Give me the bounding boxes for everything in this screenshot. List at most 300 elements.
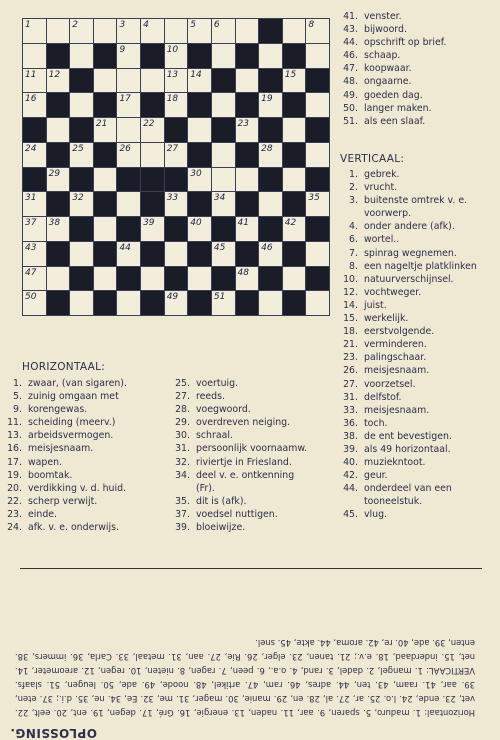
clue-number: 11.	[7, 417, 22, 429]
cell-number: 40	[190, 218, 202, 228]
clue-row	[336, 36, 446, 49]
clue-row	[168, 416, 307, 429]
grid-cell[interactable]	[164, 18, 189, 44]
black-cell	[46, 142, 71, 168]
black-cell	[187, 290, 212, 316]
black-cell	[140, 167, 165, 193]
cell-number: 19	[261, 94, 273, 105]
clue-text: eerstvolgende.	[364, 326, 435, 338]
grid-cell[interactable]	[211, 241, 236, 267]
black-cell	[140, 290, 165, 316]
clue-number: 7.	[349, 247, 358, 259]
grid-cell[interactable]	[164, 241, 189, 267]
grid-cell[interactable]	[282, 18, 307, 44]
clue-row	[336, 115, 446, 128]
clue-row	[0, 482, 127, 495]
grid-cell[interactable]	[305, 92, 330, 118]
cell-number: 47	[25, 267, 37, 278]
grid-cell[interactable]	[164, 191, 189, 217]
clue-text: natuurverschijnsel.	[364, 273, 454, 285]
black-cell	[164, 266, 189, 292]
clue-text: wortel..	[364, 234, 400, 246]
clue-number: 35.	[175, 495, 190, 507]
clue-row	[0, 416, 127, 429]
clue-text: onder andere (afk).	[364, 221, 455, 233]
grid-cell[interactable]	[46, 266, 71, 292]
clue-number: 42.	[343, 470, 358, 482]
clue-number: 23.	[343, 352, 358, 364]
clue-row	[336, 325, 477, 338]
clue-text: schraal.	[196, 430, 233, 442]
grid-cell[interactable]	[116, 92, 141, 118]
clue-number: 25.	[175, 378, 190, 389]
grid-cell[interactable]	[46, 18, 71, 44]
clue-text: spinrag wegnemen.	[364, 247, 457, 259]
cell-number: 16	[25, 94, 37, 105]
clue-row	[336, 456, 477, 469]
clue-text: einde.	[28, 508, 58, 520]
black-cell	[187, 92, 212, 118]
grid-cell[interactable]	[140, 68, 165, 94]
clue-number: 2.	[349, 182, 358, 194]
clue-text: schaap.	[364, 50, 401, 62]
cell-number: 46	[261, 242, 273, 253]
cell-number: 51	[213, 292, 226, 303]
vertical-heading: VERTICAAL:	[340, 153, 405, 165]
clue-number: 23.	[7, 508, 22, 520]
cell-number: 49	[166, 292, 179, 303]
black-cell	[258, 266, 283, 292]
black-cell	[235, 290, 260, 316]
grid-cell[interactable]	[22, 191, 47, 217]
clue-row	[336, 273, 477, 286]
clue-number: 1.	[349, 169, 358, 180]
grid-cell[interactable]	[211, 142, 236, 168]
grid-cell[interactable]	[22, 68, 47, 94]
clue-text: geur.	[364, 470, 388, 482]
clue-row	[0, 469, 127, 482]
clue-text: langer maken.	[364, 102, 432, 114]
clue-number: 36.	[343, 417, 358, 429]
black-cell	[93, 191, 118, 217]
grid-cell[interactable]	[211, 43, 236, 69]
horizontal-heading: HORIZONTAAL:	[22, 361, 106, 373]
clue-row	[0, 403, 127, 416]
horizontal-clues-col1	[0, 377, 127, 534]
clue-number: 10.	[343, 273, 358, 285]
clue-text: toch.	[364, 417, 388, 429]
clue-row	[336, 378, 477, 391]
clue-number	[336, 207, 364, 220]
cell-number: 4	[143, 20, 149, 30]
grid-cell[interactable]	[164, 92, 189, 118]
grid-cell[interactable]	[22, 241, 47, 267]
black-cell	[164, 216, 189, 242]
grid-cell[interactable]	[258, 92, 283, 118]
grid-cell[interactable]	[305, 191, 330, 217]
grid-cell[interactable]	[69, 92, 94, 118]
grid-cell[interactable]	[140, 18, 165, 44]
black-cell	[235, 92, 260, 118]
clue-text: verdikking v. d. huid.	[28, 482, 127, 494]
clue-number: 31.	[175, 443, 190, 455]
clue-text: meisjesnaam.	[364, 404, 430, 416]
grid-cell[interactable]	[305, 241, 330, 267]
black-cell	[258, 117, 283, 143]
black-cell	[258, 216, 283, 242]
clue-number: 50.	[343, 102, 358, 114]
clue-text: boomtak.	[28, 469, 73, 481]
black-cell	[46, 290, 71, 316]
grid-cell[interactable]	[140, 266, 165, 292]
clue-row	[336, 207, 477, 220]
black-cell	[93, 142, 118, 168]
cell-number: 26	[119, 143, 131, 154]
grid-cell[interactable]	[22, 142, 47, 168]
clue-text: deel v. e. ontkenning	[196, 469, 295, 481]
black-cell	[93, 43, 118, 69]
clue-row	[336, 62, 446, 75]
clue-row	[336, 443, 477, 456]
clue-text: zuinig omgaan met	[28, 391, 119, 403]
grid-cell[interactable]	[22, 18, 47, 44]
black-cell	[282, 142, 307, 168]
grid-cell[interactable]	[69, 191, 94, 217]
clue-number: 18.	[343, 326, 358, 338]
clue-row	[336, 181, 477, 194]
cell-number: 2	[72, 20, 78, 30]
clue-number: 8.	[349, 260, 358, 272]
clue-row	[168, 482, 307, 495]
black-cell	[116, 167, 141, 193]
black-cell	[187, 43, 212, 69]
black-cell	[22, 117, 47, 143]
grid-cell[interactable]	[116, 68, 141, 94]
black-cell	[69, 68, 94, 94]
grid-cell[interactable]	[116, 241, 141, 267]
grid-cell[interactable]	[116, 18, 141, 44]
grid-cell[interactable]	[93, 18, 118, 44]
cell-number: 18	[166, 94, 179, 105]
clue-number: 30.	[175, 430, 190, 442]
black-cell	[46, 43, 71, 69]
clue-number: 16.	[7, 443, 22, 455]
grid-cell[interactable]	[187, 117, 212, 143]
clue-number: 38.	[343, 430, 358, 442]
clue-row	[336, 508, 477, 521]
clue-row	[336, 482, 477, 495]
cell-number: 13	[166, 69, 179, 80]
grid-cell[interactable]	[93, 167, 118, 193]
clue-text: overdreven neiging.	[196, 417, 291, 429]
clue-text: (Fr).	[196, 482, 215, 494]
clue-row	[336, 75, 446, 88]
black-cell	[282, 191, 307, 217]
clue-row	[336, 89, 446, 102]
grid-cell[interactable]	[69, 18, 94, 44]
clue-text: reeds.	[196, 391, 225, 403]
cell-number: 27	[166, 143, 179, 154]
black-cell	[46, 241, 71, 267]
grid-cell[interactable]	[258, 191, 283, 217]
grid-cell[interactable]	[187, 68, 212, 94]
clue-row	[0, 456, 127, 469]
grid-cell[interactable]	[116, 191, 141, 217]
grid-cell[interactable]	[211, 18, 236, 44]
black-cell	[187, 142, 212, 168]
grid-cell[interactable]	[116, 117, 141, 143]
clue-row	[336, 233, 477, 246]
grid-cell[interactable]	[258, 241, 283, 267]
clue-row	[336, 102, 446, 115]
black-cell	[282, 241, 307, 267]
clue-number: 13.	[7, 430, 22, 442]
grid-cell[interactable]	[187, 216, 212, 242]
clue-row	[0, 508, 127, 521]
clue-row	[336, 338, 477, 351]
grid-cell[interactable]	[116, 290, 141, 316]
clue-row	[336, 168, 477, 181]
cell-number: 43	[25, 242, 37, 253]
clue-text: ongaarne.	[364, 76, 412, 88]
clue-number	[336, 495, 364, 508]
clue-row	[0, 521, 127, 534]
clue-number: 27.	[343, 378, 358, 390]
cell-number: 50	[25, 292, 37, 303]
clue-text: goeden dag.	[364, 89, 423, 101]
grid-cell[interactable]	[282, 68, 307, 94]
grid-cell[interactable]	[22, 290, 47, 316]
grid-cell[interactable]	[258, 43, 283, 69]
clue-text: voorwerp.	[364, 208, 412, 220]
grid-cell[interactable]	[282, 266, 307, 292]
grid-cell[interactable]	[305, 18, 330, 44]
grid-cell[interactable]	[46, 117, 71, 143]
clue-text: voertuig.	[196, 378, 239, 389]
grid-cell[interactable]	[116, 43, 141, 69]
grid-cell[interactable]	[235, 18, 260, 44]
black-cell	[140, 43, 165, 69]
cell-number: 14	[190, 69, 202, 80]
clue-number: 39.	[343, 443, 358, 455]
grid-cell[interactable]	[235, 266, 260, 292]
clue-text: een nageltje platklinken	[364, 260, 477, 272]
cell-number: 28	[261, 143, 273, 154]
clue-text: opschrift op brief.	[364, 37, 447, 49]
grid-cell[interactable]	[235, 68, 260, 94]
clue-text: venster.	[364, 11, 402, 22]
cell-number: 33	[166, 193, 179, 204]
clue-text: juist.	[364, 299, 387, 311]
clue-number: 27.	[175, 391, 190, 403]
grid-cell[interactable]	[164, 43, 189, 69]
black-cell	[46, 92, 71, 118]
clue-row	[336, 49, 446, 62]
black-cell	[235, 142, 260, 168]
black-cell	[164, 167, 189, 193]
grid-cell[interactable]	[282, 216, 307, 242]
clue-number: 37.	[175, 508, 190, 520]
cell-number: 45	[213, 242, 226, 253]
clue-row	[168, 429, 307, 442]
grid-cell[interactable]	[140, 216, 165, 242]
clue-number: 1.	[13, 378, 22, 389]
clue-text: wapen.	[28, 456, 63, 468]
grid-cell[interactable]	[305, 290, 330, 316]
black-cell	[140, 191, 165, 217]
grid-cell[interactable]	[69, 142, 94, 168]
grid-cell[interactable]	[46, 68, 71, 94]
grid-cell[interactable]	[187, 18, 212, 44]
clue-text: afk. v. e. onderwijs.	[28, 522, 119, 534]
cell-number: 11	[25, 69, 37, 80]
clue-number: 29.	[175, 417, 190, 429]
grid-cell[interactable]	[93, 216, 118, 242]
clue-text: vrucht.	[364, 182, 398, 194]
black-cell	[305, 266, 330, 292]
grid-cell[interactable]	[46, 216, 71, 242]
grid-cell[interactable]	[235, 117, 260, 143]
grid-cell[interactable]	[211, 92, 236, 118]
clue-number: 14.	[343, 299, 358, 311]
grid-cell[interactable]	[164, 290, 189, 316]
clue-row	[336, 417, 477, 430]
horizontal-clues-col2	[168, 377, 307, 534]
grid-cell[interactable]	[69, 241, 94, 267]
grid-cell[interactable]	[282, 167, 307, 193]
clue-number: 47.	[343, 63, 358, 75]
grid-cell[interactable]	[69, 43, 94, 69]
grid-cell[interactable]	[211, 167, 236, 193]
clue-number: 28.	[175, 404, 190, 416]
black-cell	[93, 290, 118, 316]
clue-text: riviertje in Friesland.	[196, 456, 292, 468]
grid-cell[interactable]	[211, 191, 236, 217]
clue-number: 31.	[343, 391, 358, 403]
clue-text: zwaar, (van sigaren).	[28, 378, 127, 389]
grid-cell[interactable]	[258, 290, 283, 316]
grid-cell[interactable]	[93, 68, 118, 94]
clue-text: palingschaar.	[364, 352, 427, 364]
cell-number: 44	[119, 242, 131, 253]
black-cell	[211, 117, 236, 143]
black-cell	[235, 43, 260, 69]
cell-number: 34	[213, 193, 226, 204]
cell-number: 1	[25, 20, 31, 30]
grid-cell[interactable]	[22, 216, 47, 242]
clue-row	[168, 377, 307, 390]
grid-cell[interactable]	[187, 167, 212, 193]
clue-row	[336, 247, 477, 260]
grid-cell[interactable]	[282, 117, 307, 143]
divider	[20, 568, 482, 569]
grid-cell[interactable]	[187, 266, 212, 292]
grid-cell[interactable]	[235, 167, 260, 193]
black-cell	[187, 191, 212, 217]
clue-text: tooneelstuk.	[364, 496, 423, 508]
clue-text: delfstof.	[364, 391, 402, 403]
clue-text: vochtweger.	[364, 286, 422, 298]
clue-number: 6.	[349, 234, 358, 246]
black-cell	[69, 117, 94, 143]
black-cell	[211, 216, 236, 242]
grid-cell[interactable]	[235, 216, 260, 242]
grid-cell[interactable]	[93, 266, 118, 292]
grid-cell[interactable]	[164, 68, 189, 94]
clue-text: scheiding (meerv.)	[28, 417, 116, 429]
clue-number: 39.	[175, 522, 190, 534]
solution-text: Horizontaal: 1. maduro, 5. sparen, 9. aar, 11. naden, 13. energie, 16. Gré, 17. degen, 19. ent, 20. eelt, 22. vet, 23. ende, 24. l.o. 25. ar, 27. al, 28. en, 29. manie, 30. mager, 31. me, 32. Ee, 34. ne, 35. d.i.; 37. eten, 39. aar, 41. raam, 43. ten, 44. adres, 46. ram, 47. artikel, 48. noode, 49. ade, 50. leugen, 51. slaafs. VERTICAAL: 1. mangel, 2. dadel, 3. rand, 4. o.a., 6. peen, 7. ragen, 8. nieten, 10. regen, 12. areometer, 14. net, 15. inderdaad, 18. e.v.; 21. tanen, 23. elger, 26. Rie, 27. aan, 31. metaal, 33. Carla, 36. immers, 38. enten, 39. ade, 40. re, 42. aroma, 44. akte, 45. snel.	[15, 638, 475, 718]
clue-number: 44.	[343, 37, 358, 49]
clue-number: 5.	[13, 391, 22, 403]
clue-number: 51.	[343, 115, 358, 127]
clue-text: arbeidsvermogen.	[28, 430, 114, 442]
grid-cell[interactable]	[305, 142, 330, 168]
clue-number: 12.	[343, 286, 358, 298]
black-cell	[305, 117, 330, 143]
cell-number: 21	[95, 119, 108, 129]
cell-number: 10	[166, 44, 179, 55]
grid-cell[interactable]	[22, 266, 47, 292]
clue-row	[336, 194, 477, 207]
clue-text: voedsel nuttigen.	[196, 508, 278, 520]
grid-cell[interactable]	[69, 290, 94, 316]
clue-row	[168, 495, 307, 508]
clue-text: bloeiwijze.	[196, 522, 246, 534]
black-cell	[69, 266, 94, 292]
black-cell	[164, 117, 189, 143]
clue-row	[336, 312, 477, 325]
grid-cell[interactable]	[211, 290, 236, 316]
grid-cell[interactable]	[164, 142, 189, 168]
clue-text: dit is (afk).	[196, 495, 247, 507]
black-cell	[211, 68, 236, 94]
clue-text: verminderen.	[364, 339, 427, 351]
grid-cell[interactable]	[46, 167, 71, 193]
cell-number: 29	[48, 168, 61, 179]
cell-number: 48	[237, 267, 249, 278]
grid-cell[interactable]	[93, 117, 118, 143]
clue-text: bijwoord.	[364, 24, 407, 36]
grid-cell[interactable]	[258, 142, 283, 168]
clue-row	[0, 495, 127, 508]
black-cell	[46, 191, 71, 217]
clue-row	[336, 469, 477, 482]
clue-text: korengewas.	[28, 404, 88, 416]
grid-cell[interactable]	[116, 142, 141, 168]
black-cell	[282, 290, 307, 316]
clue-number: 32.	[175, 456, 190, 468]
clue-row	[336, 260, 477, 273]
cell-number: 41	[237, 218, 249, 228]
grid-cell[interactable]	[22, 92, 47, 118]
clue-text: vlug.	[364, 509, 388, 521]
cell-number: 17	[119, 94, 131, 105]
clue-row	[168, 390, 307, 403]
cell-number: 12	[48, 69, 61, 80]
cell-number: 22	[143, 119, 155, 129]
grid-cell[interactable]	[305, 43, 330, 69]
vertical-clues	[336, 168, 477, 522]
clue-row	[336, 286, 477, 299]
grid-cell[interactable]	[140, 117, 165, 143]
black-cell	[22, 167, 47, 193]
black-cell	[116, 216, 141, 242]
cell-number: 32	[72, 193, 84, 204]
grid-cell[interactable]	[140, 142, 165, 168]
clue-number: 46.	[343, 50, 358, 62]
grid-cell[interactable]	[22, 43, 47, 69]
